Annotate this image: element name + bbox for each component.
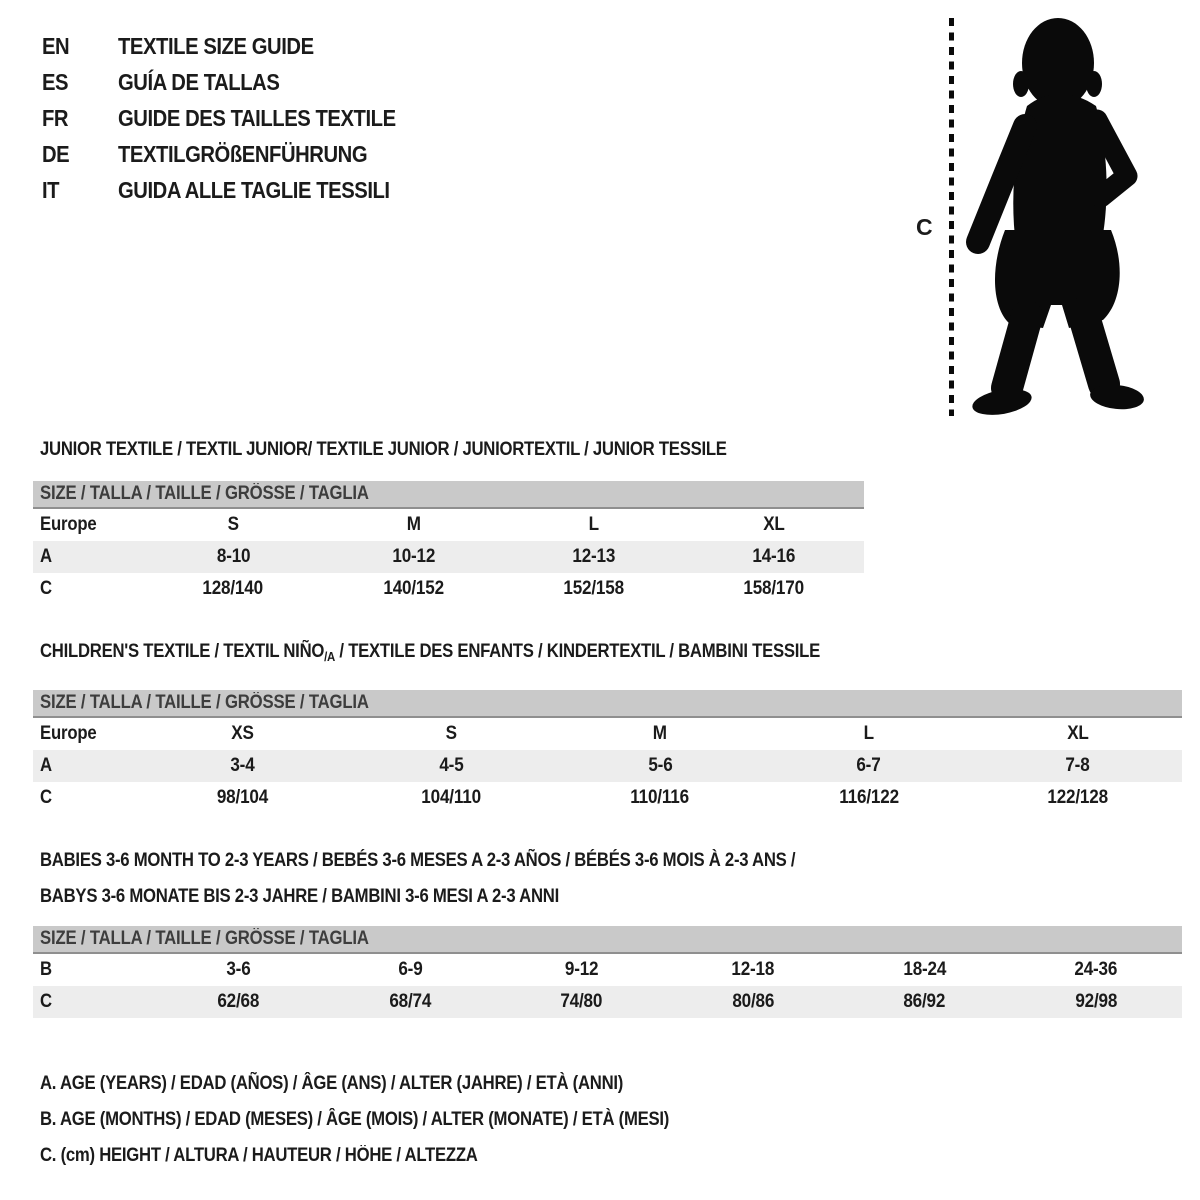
- table-cell: [973, 787, 1182, 809]
- table-cell-value: M: [652, 723, 668, 744]
- title-part: BABYS 3-6 MONATE BIS 2-3 JAHRE / BAMBINI 3-6 MESI A 2-3 ANNI: [40, 886, 559, 907]
- table-cell: [668, 959, 840, 981]
- section-title-children: [40, 634, 1182, 670]
- row-label-text: A: [40, 546, 52, 567]
- row-label: [33, 755, 138, 777]
- table-cell: [143, 578, 323, 600]
- size-table-junior: [33, 509, 864, 605]
- table-cell-value: 128/140: [202, 578, 264, 599]
- table-cell-value: 18-24: [903, 959, 947, 980]
- table-cell: [973, 755, 1182, 777]
- row-label-text: Europe: [40, 723, 97, 744]
- table-cell: [138, 787, 347, 809]
- table-cell: [839, 991, 1011, 1013]
- table-cell: [323, 546, 503, 568]
- language-code: FR: [42, 104, 69, 131]
- table-cell-value: 8-10: [216, 546, 250, 567]
- row-label: [33, 546, 143, 568]
- table-cell: [684, 514, 864, 536]
- table-cell-value: 6-9: [398, 959, 423, 980]
- language-row-de: [42, 136, 434, 172]
- guide-title-de: TEXTILGRÖßENFÜHRUNG: [118, 140, 368, 167]
- table-cell: [684, 578, 864, 600]
- row-label: [33, 991, 153, 1013]
- section-title-babies-line2: [40, 879, 1182, 915]
- table-cell-value: 5-6: [647, 755, 673, 776]
- table-cell-value: 92/98: [1075, 991, 1118, 1012]
- table-cell-value: 140/152: [383, 578, 444, 599]
- table-cell: [138, 723, 347, 745]
- table-cell: [325, 991, 497, 1013]
- size-table-children: [33, 718, 1182, 814]
- size-header-bar: [33, 926, 1182, 954]
- section-title-text: [40, 843, 795, 879]
- table-cell-value: L: [588, 514, 599, 535]
- table-cell-value: XL: [763, 514, 785, 535]
- height-figure-graphic: [905, 8, 1155, 420]
- guide-title-fr: GUIDE DES TAILLES TEXTILE: [118, 104, 396, 131]
- table-cell: [496, 991, 668, 1013]
- section-junior-textile: [33, 432, 864, 605]
- table-row-a: [33, 750, 1182, 782]
- table-row-europe: [33, 509, 864, 541]
- size-header-bar: [33, 481, 864, 509]
- table-cell: [347, 787, 556, 809]
- table-cell-value: 122/128: [1047, 787, 1108, 808]
- table-cell-value: 104/110: [421, 787, 482, 808]
- size-header-text: SIZE / TALLA / TAILLE / GRÖSSE / TAGLIA: [40, 928, 369, 949]
- language-row-es: [42, 64, 434, 100]
- language-code: DE: [42, 140, 70, 167]
- table-cell: [153, 991, 325, 1013]
- language-code: IT: [42, 176, 60, 203]
- table-row-europe: [33, 718, 1182, 750]
- section-childrens-textile: [33, 634, 1182, 814]
- table-cell: [153, 959, 325, 981]
- size-header-text: SIZE / TALLA / TAILLE / GRÖSSE / TAGLIA: [40, 483, 369, 504]
- row-label-text: C: [40, 991, 52, 1012]
- table-cell-value: 4-5: [439, 755, 464, 776]
- language-code: EN: [42, 32, 70, 59]
- table-cell-value: M: [406, 514, 421, 535]
- language-row-fr: [42, 100, 434, 136]
- table-cell-value: 86/92: [903, 991, 946, 1012]
- table-cell: [323, 514, 503, 536]
- title-part: BABIES 3-6 MONTH TO 2-3 YEARS / BEBÉS 3-6 MESES A 2-3 AÑOS / BÉBÉS 3-6 MOIS À 2-3 ANS /: [40, 850, 796, 871]
- table-cell: [347, 723, 556, 745]
- language-row-en: [42, 28, 434, 64]
- table-cell: [556, 723, 765, 745]
- table-cell: [684, 546, 864, 568]
- legend-line-text: B. AGE (MONTHS) / EDAD (MESES) / ÂGE (MOIS) / ALTER (MONATE) / ETÀ (MESI): [40, 1109, 670, 1130]
- section-title-text: [40, 432, 727, 468]
- table-cell-value: 62/68: [217, 991, 260, 1012]
- title-part: JUNIOR TEXTILE / TEXTIL JUNIOR/ TEXTILE JUNIOR / JUNIORTEXTIL / JUNIOR TESSILE: [40, 439, 727, 460]
- table-cell-value: 10-12: [391, 546, 435, 567]
- row-label-text: Europe: [40, 514, 97, 535]
- table-cell-value: S: [445, 723, 457, 744]
- guide-title-es: GUÍA DE TALLAS: [118, 68, 280, 95]
- section-title-junior: [40, 432, 864, 468]
- table-cell-value: 24-36: [1074, 959, 1118, 980]
- table-cell-value: 116/122: [838, 787, 899, 808]
- table-cell: [143, 546, 323, 568]
- size-table-babies: [33, 954, 1182, 1018]
- table-cell-value: 12-13: [572, 546, 616, 567]
- table-cell: [325, 959, 497, 981]
- table-row-a: [33, 541, 864, 573]
- table-cell-value: 80/86: [732, 991, 775, 1012]
- table-cell-value: XL: [1066, 723, 1089, 744]
- section-title-babies-line1: [40, 843, 1182, 879]
- table-cell: [504, 578, 684, 600]
- table-cell: [973, 723, 1182, 745]
- row-label-text: C: [40, 787, 52, 808]
- toddler-silhouette-icon: [970, 18, 1145, 419]
- table-row-c: [33, 782, 1182, 814]
- title-part: / TEXTILE DES ENFANTS / KINDERTEXTIL / BAMBINI TESSILE: [335, 641, 821, 662]
- table-cell-value: XS: [231, 723, 254, 744]
- table-cell-value: 14-16: [752, 546, 796, 567]
- table-cell: [1011, 959, 1183, 981]
- table-cell: [1011, 991, 1183, 1013]
- table-row-c: [33, 573, 864, 605]
- row-label-text: A: [40, 755, 52, 776]
- row-label-text: B: [40, 959, 52, 980]
- legend-line-b: [40, 1102, 755, 1138]
- table-cell: [556, 755, 765, 777]
- table-cell: [504, 514, 684, 536]
- table-cell: [764, 755, 973, 777]
- section-title-text: [40, 634, 820, 675]
- height-dimension-label: C: [916, 214, 933, 240]
- title-part: CHILDREN'S TEXTILE / TEXTIL NIÑO: [40, 641, 325, 662]
- title-subscript: /A: [324, 649, 336, 664]
- legend-line-text: A. AGE (YEARS) / EDAD (AÑOS) / ÂGE (ANS) / ALTER (JAHRE) / ETÀ (ANNI): [40, 1073, 624, 1094]
- legend-line-text: C. (cm) HEIGHT / ALTURA / HAUTEUR / HÖHE / ALTEZZA: [40, 1145, 478, 1166]
- table-cell-value: 74/80: [560, 991, 603, 1012]
- row-label: [33, 514, 143, 536]
- size-header-bar: [33, 690, 1182, 718]
- table-cell-value: 152/158: [563, 578, 624, 599]
- table-cell-value: 7-8: [1065, 755, 1090, 776]
- guide-title-en: TEXTILE SIZE GUIDE: [118, 32, 314, 59]
- table-cell-value: 6-7: [856, 755, 881, 776]
- language-row-it: [42, 172, 434, 208]
- table-cell-value: 3-6: [226, 959, 251, 980]
- legend-line-a: [40, 1066, 755, 1102]
- row-label-text: C: [40, 578, 52, 599]
- legend-line-c: [40, 1138, 755, 1174]
- table-cell: [323, 578, 503, 600]
- table-cell-value: S: [227, 514, 239, 535]
- row-label: [33, 723, 138, 745]
- table-cell: [504, 546, 684, 568]
- guide-title-it: GUIDA ALLE TAGLIE TESSILI: [118, 176, 390, 203]
- table-cell-value: 158/170: [743, 578, 805, 599]
- table-cell-value: 98/104: [216, 787, 269, 808]
- table-cell-value: 68/74: [389, 991, 432, 1012]
- row-label: [33, 959, 153, 981]
- table-row-b: [33, 954, 1182, 986]
- row-label: [33, 578, 143, 600]
- table-cell-value: 110/116: [630, 787, 690, 808]
- row-label: [33, 787, 138, 809]
- table-cell-value: L: [863, 723, 874, 744]
- table-cell: [138, 755, 347, 777]
- section-babies-textile: [33, 843, 1182, 1018]
- size-header-text: SIZE / TALLA / TAILLE / GRÖSSE / TAGLIA: [40, 692, 369, 713]
- language-title-list: [42, 28, 434, 208]
- table-row-c: [33, 986, 1182, 1018]
- table-cell: [496, 959, 668, 981]
- table-cell-value: 12-18: [731, 959, 775, 980]
- measurement-legend: [40, 1066, 755, 1174]
- table-cell: [764, 723, 973, 745]
- table-cell: [556, 787, 765, 809]
- table-cell: [839, 959, 1011, 981]
- table-cell: [143, 514, 323, 536]
- table-cell: [347, 755, 556, 777]
- table-cell-value: 9-12: [564, 959, 599, 980]
- section-title-text: [40, 879, 559, 915]
- table-cell: [764, 787, 973, 809]
- language-code: ES: [42, 68, 69, 95]
- table-cell-value: 3-4: [230, 755, 255, 776]
- table-cell: [668, 991, 840, 1013]
